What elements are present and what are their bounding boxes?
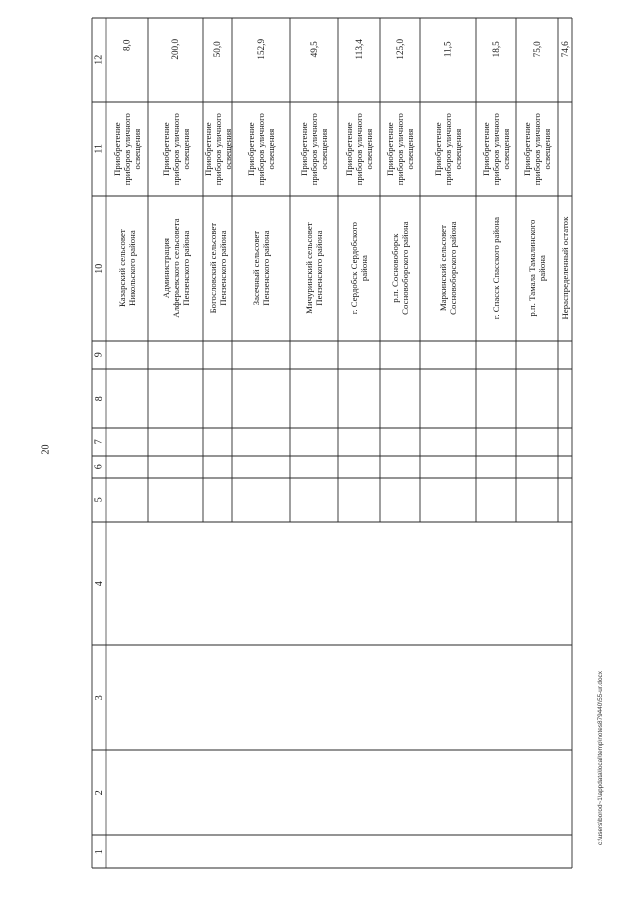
recipient-cell-text: г. Спасск Спасского района (490, 217, 501, 320)
amount-cell-text: 8,0 (121, 39, 132, 52)
column-number-4 (92, 522, 106, 645)
column-number-8 (92, 369, 106, 428)
recipient-cell-text: Казарский сельсовет Никольского района (116, 229, 137, 308)
purpose-cell (338, 102, 380, 196)
column-number-7 (92, 428, 106, 456)
file-path-text: c:\users\borod~1\appdata\local\temp\notes879440\55-ur.docx (597, 671, 604, 845)
amount-cell-text: 200,0 (170, 38, 181, 60)
column-number-3-text: 3 (93, 695, 105, 700)
recipient-cell (203, 196, 232, 341)
amount-cell (148, 18, 203, 102)
purpose-cell-text: Приобретение приборов уличного освещения (384, 112, 416, 186)
column-number-7-text: 7 (93, 439, 105, 445)
column-number-6 (92, 456, 106, 478)
recipient-cell (232, 196, 290, 341)
recipient-cell-text: р.п. Сосновоборск Сосновоборского района (389, 221, 410, 316)
amount-cell-text: 75,0 (531, 41, 542, 58)
column-number-2 (92, 750, 106, 835)
purpose-cell-text: Приобретение приборов уличного освещения (432, 112, 464, 186)
amount-cell (290, 18, 338, 102)
purpose-cell (420, 102, 476, 196)
amount-cell-text: 11,5 (442, 41, 453, 58)
recipient-cell (516, 196, 558, 341)
column-number-11-text: 11 (93, 144, 105, 154)
column-number-12-text: 12 (93, 55, 105, 65)
recipient-cell-text: Администрация Алферьевского сельсовета Пензенского района (160, 218, 191, 319)
recipient-cell (106, 196, 148, 341)
recipient-cell-text: р.п. Тамала Тамалинского района (526, 220, 547, 318)
column-number-2-text: 2 (93, 790, 105, 795)
amount-cell (106, 18, 148, 102)
purpose-cell-text: Приобретение приборов уличного освещения (480, 112, 512, 186)
column-number-3 (92, 645, 106, 750)
column-number-10 (92, 196, 106, 341)
purpose-cell (203, 102, 232, 196)
amount-cell (558, 18, 572, 102)
purpose-cell (290, 102, 338, 196)
recipient-cell (558, 196, 572, 341)
column-number-1-text: 1 (93, 849, 105, 854)
amount-cell-text: 50,0 (212, 41, 223, 58)
purpose-cell-text: Приобретение приборов уличного освещения (521, 112, 553, 186)
column-number-12 (92, 18, 106, 102)
purpose-cell (148, 102, 203, 196)
amount-cell (476, 18, 516, 102)
column-number-9-text: 9 (93, 352, 105, 358)
column-number-1 (92, 835, 106, 868)
recipient-cell (420, 196, 476, 341)
amount-cell-text: 113,4 (353, 39, 364, 60)
purpose-cell (380, 102, 420, 196)
amount-cell (420, 18, 476, 102)
recipient-cell-text: Мичуринский сельсовет Пензенского района (303, 222, 324, 315)
purpose-cell (106, 102, 148, 196)
column-number-8-text: 8 (93, 396, 105, 401)
recipient-cell (476, 196, 516, 341)
purpose-cell-text: Приобретение приборов уличного освещения (160, 112, 191, 186)
purpose-cell-text: Приобретение приборов уличного освещения (202, 112, 233, 186)
amount-cell (203, 18, 232, 102)
file-path-footer (597, 671, 604, 845)
purpose-cell-text: Приобретение приборов уличного освещения (111, 112, 143, 186)
recipient-cell-text: г. Сердобск Сердобского района (348, 222, 369, 315)
purpose-cell (232, 102, 290, 196)
recipient-cell (380, 196, 420, 341)
column-number-5-text: 5 (93, 497, 105, 503)
recipient-cell-text: Маркинский сельсовет Сосновоборского района (437, 221, 458, 316)
column-number-5 (92, 478, 106, 522)
amount-cell (338, 18, 380, 102)
column-number-11 (92, 102, 106, 196)
column-number-10-text: 10 (93, 263, 105, 274)
amount-cell (232, 18, 290, 102)
amount-cell-text: 18,5 (490, 41, 501, 58)
purpose-cell (516, 102, 558, 196)
amount-cell-text: 74,6 (559, 41, 570, 58)
recipient-cell (148, 196, 203, 341)
recipient-cell (290, 196, 338, 341)
amount-cell-text: 125,0 (394, 38, 405, 60)
purpose-cell-text: Приобретение приборов уличного освещения (343, 112, 375, 186)
recipient-cell (338, 196, 380, 341)
column-number-6-text: 6 (93, 464, 105, 470)
purpose-cell-text: Приобретение приборов уличного освещения (298, 112, 330, 186)
amount-cell (516, 18, 558, 102)
column-number-9 (92, 341, 106, 369)
purpose-cell-text: Приобретение приборов уличного освещения (245, 112, 277, 186)
recipient-cell-text: Засечный сельсовет Пензенского района (250, 230, 271, 307)
recipient-cell-text: Богословский сельсовет Пензенского района (207, 223, 228, 314)
column-number-4-text: 4 (93, 581, 105, 586)
page-number-text: 20 (40, 444, 52, 455)
amount-cell (380, 18, 420, 102)
amount-cell-text: 49,5 (308, 41, 319, 58)
purpose-cell (476, 102, 516, 196)
amount-cell-text: 152,9 (255, 38, 266, 60)
recipient-cell-text: Нераспределенный остаток (559, 217, 570, 320)
